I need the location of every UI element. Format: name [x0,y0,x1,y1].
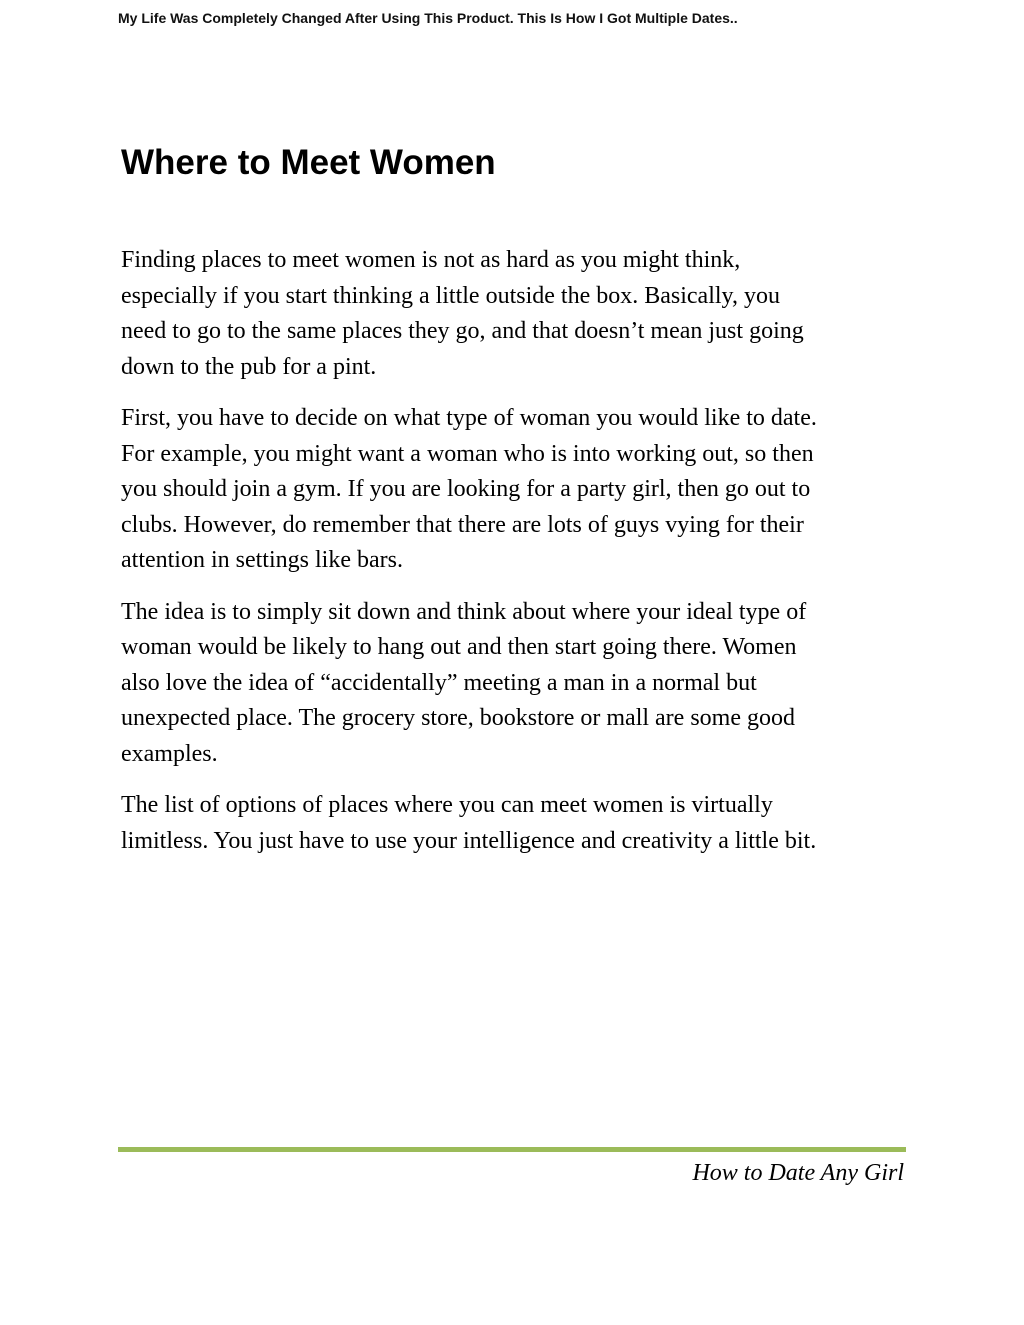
page-title: Where to Meet Women [121,143,496,182]
paragraph-4: The list of options of places where you can meet women is virtually limitless. You just have to use your intelligence and creativity a little bit. [121,792,817,854]
footer-divider [118,1147,906,1152]
paragraph-2: First, you have to decide on what type of woman you would like to date. For example, you might want a woman who is into working out, so then you should join a gym. If you are looking for a party girl, then go out to clubs. However, do remember that there are lots of guys vying for their attention in settings like bars. [121,405,817,573]
body-text [121,243,921,875]
footer-book-title: How to Date Any Girl [692,1160,904,1186]
paragraph-1: Finding places to meet women is not as hard as you might think, especially if you start thinking a little outside the box. Basically, you need to go to the same places they go, and that doesn’t mean just going down to the pub for a pint. [121,247,804,380]
header-banner: My Life Was Completely Changed After Using This Product. This Is How I Got Multiple Dates.. [118,10,738,26]
paragraph-3: The idea is to simply sit down and think about where your ideal type of woman would be likely to hang out and then start going there. Women also love the idea of “accidentally” meeting a man in a normal but unexpected place. The grocery store, bookstore or mall are some good examples. [121,598,807,767]
